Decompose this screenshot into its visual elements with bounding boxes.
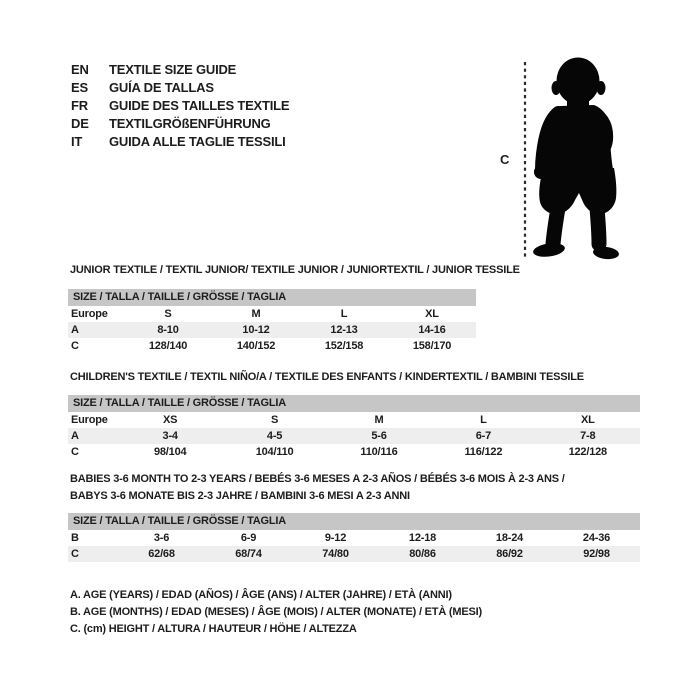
size-table-children bbox=[68, 395, 640, 460]
language-label: TEXTILGRÖßENFÜHRUNG bbox=[109, 116, 271, 131]
size-cell: 152/158 bbox=[324, 340, 364, 352]
size-header-bar: SIZE / TALLA / TAILLE / GRÖSSE / TAGLIA bbox=[68, 513, 640, 530]
size-cell: 6-7 bbox=[431, 428, 535, 444]
baby-figure bbox=[494, 52, 674, 267]
row-label: Europe bbox=[71, 308, 108, 320]
size-cell: 86/92 bbox=[466, 546, 553, 562]
size-cell: 8-10 bbox=[124, 322, 212, 338]
size-cell: 12-13 bbox=[300, 322, 388, 338]
size-cell: 122/128 bbox=[568, 446, 607, 458]
size-cell: 98/104 bbox=[153, 446, 187, 458]
size-cell: 140/152 bbox=[236, 340, 276, 352]
table-header-row bbox=[68, 395, 640, 412]
size-cell: L bbox=[340, 308, 348, 320]
size-cell: 3-4 bbox=[118, 428, 222, 444]
language-row bbox=[71, 61, 289, 79]
baby-silhouette-svg bbox=[494, 52, 674, 267]
size-cell: S bbox=[271, 414, 279, 426]
footnotes bbox=[70, 587, 482, 638]
language-row bbox=[71, 79, 289, 97]
size-cell: 68/74 bbox=[205, 546, 292, 562]
row-label: A bbox=[68, 428, 118, 444]
table-row bbox=[68, 412, 640, 428]
section-title-junior: JUNIOR TEXTILE / TEXTIL JUNIOR/ TEXTILE JUNIOR / JUNIORTEXTIL / JUNIOR TESSILE bbox=[70, 264, 520, 276]
language-label: GUIDE DES TAILLES TEXTILE bbox=[109, 98, 290, 113]
language-code: FR bbox=[71, 98, 88, 113]
language-label: TEXTILE SIZE GUIDE bbox=[109, 62, 237, 77]
size-cell: 128/140 bbox=[148, 340, 188, 352]
table-row bbox=[68, 322, 476, 338]
row-label: C bbox=[71, 446, 79, 458]
table-row bbox=[68, 546, 640, 562]
size-cell: 158/170 bbox=[412, 340, 452, 352]
size-cell: 116/122 bbox=[464, 446, 503, 458]
section-title-children: CHILDREN'S TEXTILE / TEXTIL NIÑO/A / TEXTILE DES ENFANTS / KINDERTEXTIL / BAMBINI TESSILE bbox=[70, 371, 584, 383]
size-cell: XL bbox=[580, 414, 595, 426]
size-cell: 3-6 bbox=[153, 532, 170, 544]
language-label: GUÍA DE TALLAS bbox=[109, 80, 214, 95]
row-label: C bbox=[68, 546, 118, 562]
row-label: A bbox=[68, 322, 124, 338]
size-cell: M bbox=[251, 308, 261, 320]
table-header-row bbox=[68, 513, 640, 530]
table-row bbox=[68, 444, 640, 460]
size-header-bar: SIZE / TALLA / TAILLE / GRÖSSE / TAGLIA bbox=[68, 395, 640, 412]
table-row bbox=[68, 428, 640, 444]
language-row bbox=[71, 97, 289, 115]
size-table-babies bbox=[68, 513, 640, 562]
size-cell: 62/68 bbox=[118, 546, 205, 562]
table-header-row bbox=[68, 289, 476, 306]
row-label: B bbox=[71, 532, 79, 544]
size-cell: 14-16 bbox=[388, 322, 476, 338]
size-cell: M bbox=[374, 414, 384, 426]
table-row bbox=[68, 306, 476, 322]
size-cell: XL bbox=[425, 308, 439, 320]
size-cell: 10-12 bbox=[212, 322, 300, 338]
row-label: C bbox=[71, 340, 79, 352]
size-cell: 4-5 bbox=[222, 428, 326, 444]
size-cell: 104/110 bbox=[255, 446, 294, 458]
size-cell: S bbox=[164, 308, 172, 320]
footnote-a: A. AGE (YEARS) / EDAD (AÑOS) / ÂGE (ANS) / ALTER (JAHRE) / ETÀ (ANNI) bbox=[70, 589, 452, 601]
language-code: IT bbox=[71, 134, 83, 149]
size-cell: 18-24 bbox=[495, 532, 524, 544]
size-cell: 24-36 bbox=[582, 532, 611, 544]
size-table-junior bbox=[68, 289, 476, 354]
section-title-babies-line1: BABIES 3-6 MONTH TO 2-3 YEARS / BEBÉS 3-6 MESES A 2-3 AÑOS / BÉBÉS 3-6 MOIS À 2-3 ANS / bbox=[70, 473, 565, 485]
size-cell: 9-12 bbox=[324, 532, 347, 544]
language-list bbox=[71, 61, 289, 151]
size-cell: 80/86 bbox=[379, 546, 466, 562]
language-code: EN bbox=[71, 62, 89, 77]
language-code: DE bbox=[71, 116, 89, 131]
language-label: GUIDA ALLE TAGLIE TESSILI bbox=[109, 134, 286, 149]
height-label-c: C bbox=[500, 152, 510, 167]
size-header-bar: SIZE / TALLA / TAILLE / GRÖSSE / TAGLIA bbox=[68, 289, 476, 306]
table-row bbox=[68, 530, 640, 546]
size-cell: L bbox=[480, 414, 487, 426]
language-row bbox=[71, 133, 289, 151]
language-row bbox=[71, 115, 289, 133]
size-cell: 5-6 bbox=[327, 428, 431, 444]
size-cell: 12-18 bbox=[408, 532, 437, 544]
size-cell: 6-9 bbox=[240, 532, 257, 544]
language-code: ES bbox=[71, 80, 88, 95]
footnote-c: C. (cm) HEIGHT / ALTURA / HAUTEUR / HÖHE / ALTEZZA bbox=[70, 623, 357, 635]
size-cell: 110/116 bbox=[360, 446, 398, 458]
row-label: Europe bbox=[71, 414, 108, 426]
size-cell: XS bbox=[163, 414, 178, 426]
size-cell: 74/80 bbox=[292, 546, 379, 562]
table-row bbox=[68, 338, 476, 354]
section-title-babies-line2: BABYS 3-6 MONATE BIS 2-3 JAHRE / BAMBINI 3-6 MESI A 2-3 ANNI bbox=[70, 490, 410, 502]
size-cell: 92/98 bbox=[553, 546, 640, 562]
footnote-b: B. AGE (MONTHS) / EDAD (MESES) / ÂGE (MOIS) / ALTER (MONATE) / ETÀ (MESI) bbox=[70, 606, 482, 618]
size-cell: 7-8 bbox=[536, 428, 640, 444]
baby-silhouette bbox=[532, 58, 619, 261]
